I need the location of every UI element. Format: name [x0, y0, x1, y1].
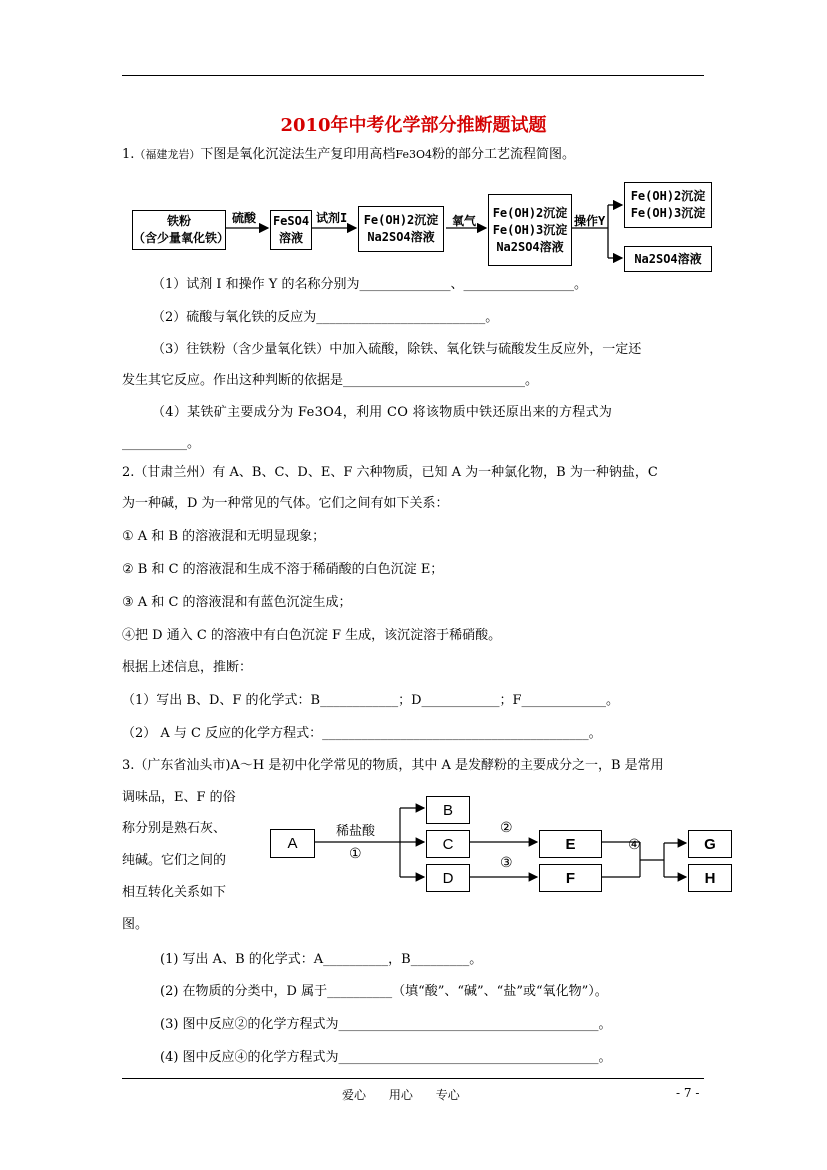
- q3-wrap-1: 调味品，E、F 的俗: [122, 790, 236, 805]
- q3-sub4: (4) 图中反应④的化学方程式为________________________________________。: [160, 1050, 612, 1065]
- diagram-box-d: D: [426, 864, 470, 892]
- diagram-label-1: ①: [349, 846, 362, 862]
- q2-sub1: （1）写出 B、D、F 的化学式：B____________；D____________；F_____________。: [122, 693, 620, 708]
- flow-box-mixture: Fe(OH)2沉淀 Fe(OH)3沉淀 Na2SO4溶液: [488, 194, 572, 266]
- q3-wrap-4: 相互转化关系如下: [122, 885, 227, 900]
- q3-wrap-3: 纯碱。它们之间的: [122, 853, 227, 868]
- q1-sub3a: （3）往铁粉（含少量氧化铁）中加入硫酸，除铁、氧化铁与硫酸发生反应外，一定还: [152, 342, 642, 357]
- flow-box-na2so4: Na2SO4溶液: [624, 246, 712, 272]
- diagram-label-4: ④: [628, 837, 641, 853]
- flow-box-feso4: FeSO4 溶液: [270, 210, 312, 250]
- diagram-box-a: A: [270, 829, 315, 858]
- q3-wrap-2: 称分别是熟石灰、: [122, 821, 227, 836]
- flow-label-reagent-i: 试剂I: [316, 211, 348, 225]
- diagram-label-3: ③: [500, 855, 513, 871]
- q2-line1: 2.（甘肃兰州）有 A、B、C、D、E、F 六种物质，已知 A 为一种氯化物，B 为一种钠盐，C: [122, 465, 658, 480]
- diagram-box-f: F: [539, 864, 602, 892]
- flow-label-oxygen: 氧气: [452, 214, 477, 228]
- diagram-box-g: G: [688, 830, 732, 858]
- q1-sub1: （1）试剂 I 和操作 Y 的名称分别为______________、_________________。: [152, 277, 588, 292]
- q1-sub3b: 发生其它反应。作出这种判断的依据是____________________________。: [122, 373, 539, 388]
- page-number: - 7 -: [676, 1086, 700, 1100]
- diagram-label-2: ②: [500, 820, 513, 836]
- q3-line1: 3.（广东省汕头市)A～H 是初中化学常见的物质，其中 A 是发酵粉的主要成分之一，B 是常用: [122, 758, 664, 773]
- flow-box-iron-powder: 铁粉 （含少量氧化铁）: [132, 210, 226, 250]
- flow-label-sulfuric-acid: 硫酸: [232, 211, 257, 225]
- footer-motto: 爱心 用心 专心: [342, 1088, 460, 1102]
- q3-wrap-5: 图。: [122, 917, 149, 932]
- flow-label-operation-y: 操作Y: [574, 214, 606, 228]
- q1-sub2: （2）硫酸与氧化铁的反应为__________________________。: [152, 310, 499, 325]
- flow-box-feoh2-na2so4: Fe(OH)2沉淀 Na2SO4溶液: [358, 206, 444, 252]
- q3-sub1: (1) 写出 A、B 的化学式：A__________，B_________。: [160, 952, 483, 967]
- q3-sub2: (2) 在物质的分类中，D 属于__________（填“酸”、“碱”、“盐”或“氧化物”）。: [160, 984, 608, 999]
- q2-condition-2: ② B 和 C 的溶液混和生成不溶于稀硝酸的白色沉淀 E；: [122, 562, 444, 577]
- q1-sub4a: （4）某铁矿主要成分为 Fe3O4，利用 CO 将该物质中铁还原出来的方程式为: [152, 405, 613, 420]
- diagram-box-c: C: [426, 830, 470, 858]
- diagram-box-h: H: [688, 864, 732, 892]
- q3-sub3: (3) 图中反应②的化学方程式为________________________________________。: [160, 1017, 612, 1032]
- q2-condition-4: ④把 D 通入 C 的溶液中有白色沉淀 F 生成，该沉淀溶于稀硝酸。: [122, 628, 502, 643]
- page-title: 2010年中考化学部分推断题试题: [280, 115, 547, 136]
- header-rule: [122, 75, 704, 76]
- q1-intro: 1.（福建龙岩）下图是氧化沉淀法生产复印用高档Fe3O4粉的部分工艺流程简图。: [122, 147, 575, 162]
- diagram-label-dilute-hcl: 稀盐酸: [336, 824, 376, 839]
- q2-line2: 为一种碱，D 为一种常见的气体。它们之间有如下关系：: [122, 496, 449, 511]
- q1-sub4b: __________。: [122, 436, 201, 451]
- q2-condition-3: ③ A 和 C 的溶液混和有蓝色沉淀生成；: [122, 595, 352, 610]
- q2-condition-1: ① A 和 B 的溶液混和无明显现象；: [122, 529, 326, 544]
- q2-sub2: （2） A 与 C 反应的化学方程式：_________________________________________。: [122, 726, 602, 741]
- diagram-box-b: B: [426, 796, 470, 824]
- footer-rule: [122, 1078, 704, 1079]
- q2-infer: 根据上述信息，推断：: [122, 660, 253, 675]
- diagram-box-e: E: [539, 830, 602, 858]
- flow-box-precipitates: Fe(OH)2沉淀 Fe(OH)3沉淀: [624, 182, 712, 228]
